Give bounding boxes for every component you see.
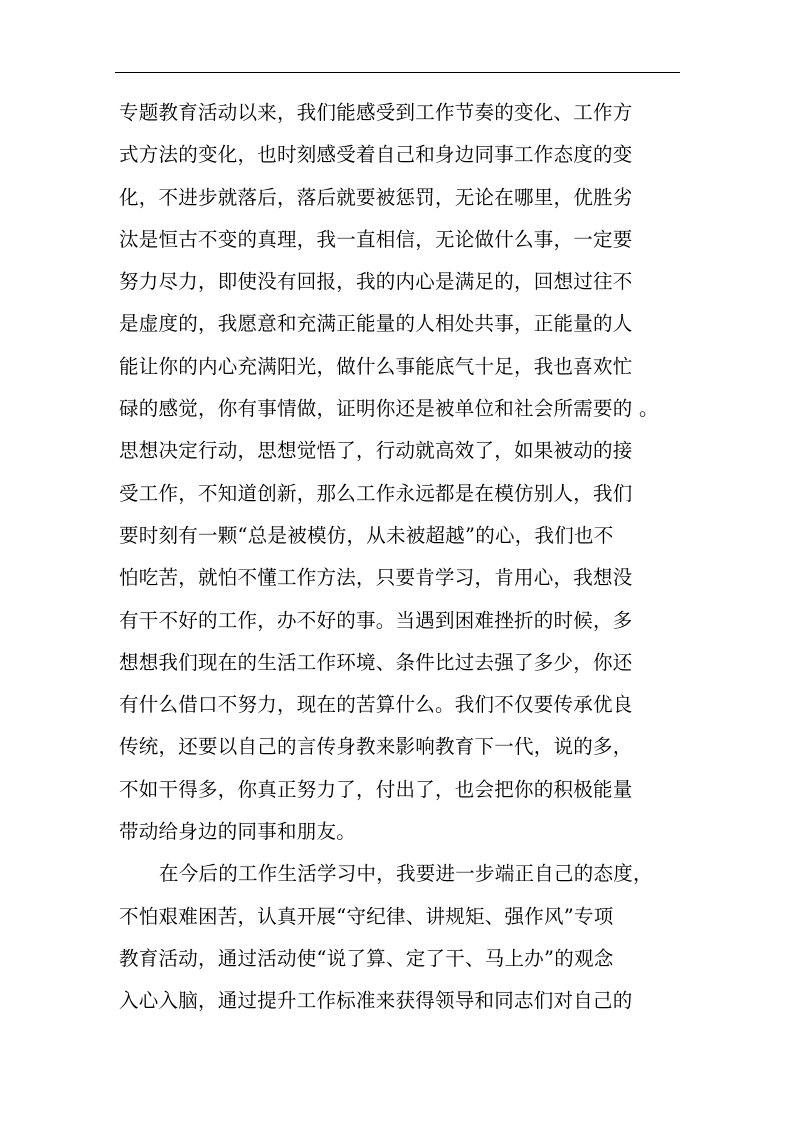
paragraph-1-line-13: 有干不好的工作，办不好的事。当遇到困难挫折的时候，多	[119, 608, 633, 632]
paragraph-1-line-17: 不如干得多，你真正努力了，付出了，也会把你的积极能量	[119, 777, 633, 801]
paragraph-1-line-9: 思想决定行动，思想觉悟了，行动就高效了，如果被动的接	[119, 439, 633, 463]
paragraph-2-line-3: 教育活动，通过活动使“说了算、定了干、马上办”的观念	[119, 946, 614, 970]
paragraph-1-line-2: 式方法的变化，也时刻感受着自己和身边同事工作态度的变	[119, 143, 633, 167]
paragraph-1-line-11: 要时刻有一颗“总是被模仿，从未被超越”的心，我们也不	[119, 523, 614, 547]
paragraph-1-line-18: 带动给身边的同事和朋友。	[119, 820, 357, 844]
document-body	[119, 92, 689, 1023]
paragraph-2-line-2: 不怕艰难困苦，认真开展“守纪律、讲规矩、强作风”专项	[119, 904, 614, 928]
paragraph-1-line-4: 汰是恒古不变的真理，我一直相信，无论做什么事，一定要	[119, 227, 633, 251]
paragraph-1-line-8: 碌的感觉，你有事情做，证明你还是被单位和社会所需要的 。	[119, 397, 659, 421]
paragraph-1-line-16: 传统，还要以自己的言传身教来影响教育下一代，说的多，	[119, 735, 633, 759]
paragraph-1-line-7: 能让你的内心充满阳光，做什么事能底气十足，我也喜欢忙	[119, 354, 633, 378]
paragraph-1-line-3: 化，不进步就落后，落后就要被惩罚，无论在哪里，优胜劣	[119, 185, 633, 209]
paragraph-1-line-15: 有什么借口不努力，现在的苦算什么。我们不仅要传承优良	[119, 693, 633, 717]
paragraph-2-line-1: 在今后的工作生活学习中，我要进一步端正自己的态度，	[159, 862, 653, 886]
paragraph-1-line-1: 专题教育活动以来，我们能感受到工作节奏的变化、工作方	[119, 101, 633, 124]
paragraph-1-line-12: 怕吃苦，就怕不懂工作方法，只要肯学习，肯用心，我想没	[119, 566, 633, 590]
paragraph-2-line-4: 入心入脑，通过提升工作标准来获得领导和同志们对自己的	[119, 989, 633, 1013]
paragraph-1-line-14: 想想我们现在的生活工作环境、条件比过去强了多少，你还	[119, 650, 633, 674]
paragraph-1-line-6: 是虚度的，我愿意和充满正能量的人相处共事，正能量的人	[119, 312, 633, 336]
paragraph-1-line-5: 努力尽力，即使没有回报，我的内心是满足的，回想过往不	[119, 270, 633, 294]
paragraph-1-line-10: 受工作，不知道创新，那么工作永远都是在模仿别人，我们	[119, 481, 633, 505]
header-rule	[115, 72, 680, 73]
